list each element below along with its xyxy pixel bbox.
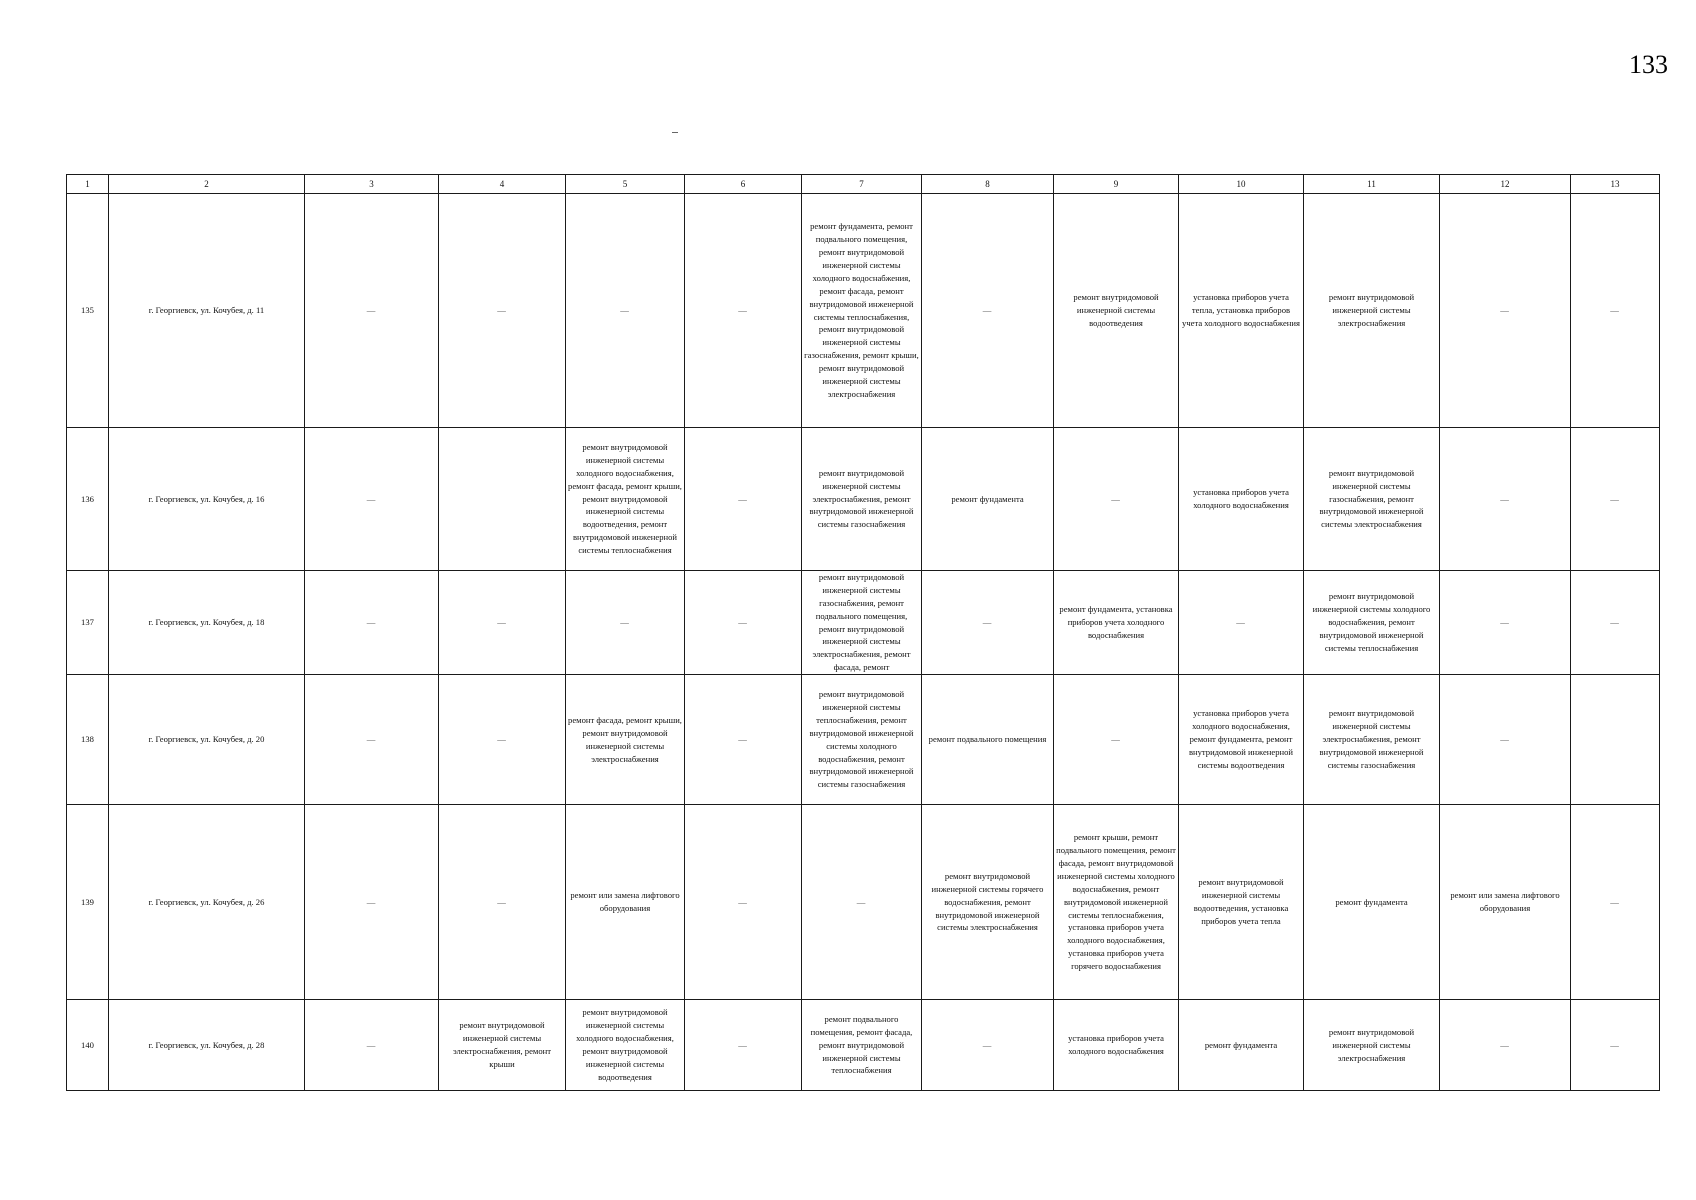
table-cell: ремонт крыши, ремонт подвального помещения, ремонт фасада, ремонт внутридомовой инженерной системы холодного водоснабжения, ремонт внутридомовой инженерной системы теплоснабжения, установка приборов учета холодного водоснабжения, установка приборов учета горячего водоснабжения: [1054, 805, 1179, 1000]
column-header: 4: [439, 175, 566, 194]
table-cell: ремонт внутридомовой инженерной системы горячего водоснабжения, ремонт внутридомовой инженерной системы электроснабжения: [922, 805, 1054, 1000]
table-cell: —: [922, 194, 1054, 428]
repair-schedule-table: [66, 174, 1660, 1091]
table-cell: —: [685, 571, 802, 675]
column-header: 12: [1440, 175, 1571, 194]
table-cell: установка приборов учета тепла, установка приборов учета холодного водоснабжения: [1179, 194, 1304, 428]
table-cell: ремонт или замена лифтового оборудования: [1440, 805, 1571, 1000]
table-cell: —: [1440, 675, 1571, 805]
table-cell: —: [439, 675, 566, 805]
table-cell: установка приборов учета холодного водоснабжения: [1054, 1000, 1179, 1091]
table-cell: —: [685, 1000, 802, 1091]
table-cell: ремонт внутридомовой инженерной системы электроснабжения, ремонт внутридомовой инженерной системы газоснабжения: [802, 428, 922, 571]
address-cell: г. Георгиевск, ул. Кочубея, д. 11: [109, 194, 305, 428]
table-cell: —: [922, 1000, 1054, 1091]
table-cell: —: [566, 194, 685, 428]
table-row: [67, 194, 1660, 428]
column-header: 13: [1571, 175, 1660, 194]
column-header: 1: [67, 175, 109, 194]
table-cell: установка приборов учета холодного водоснабжения, ремонт фундамента, ремонт внутридомовой инженерной системы водоотведения: [1179, 675, 1304, 805]
table-cell: —: [1440, 1000, 1571, 1091]
table-row: [67, 675, 1660, 805]
address-cell: г. Георгиевск, ул. Кочубея, д. 18: [109, 571, 305, 675]
table-row: [67, 805, 1660, 1000]
table-cell: —: [685, 428, 802, 571]
column-number-row: [67, 175, 1660, 194]
table-cell: —: [1054, 675, 1179, 805]
table-cell: ремонт внутридомовой инженерной системы холодного водоснабжения, ремонт внутридомовой инженерной системы водоотведения: [566, 1000, 685, 1091]
address-cell: г. Георгиевск, ул. Кочубея, д. 28: [109, 1000, 305, 1091]
row-number: 137: [67, 571, 109, 675]
table-cell: —: [922, 571, 1054, 675]
address-cell: г. Георгиевск, ул. Кочубея, д. 20: [109, 675, 305, 805]
table-cell: —: [1571, 428, 1660, 571]
table-cell: ремонт фундамента, установка приборов учета холодного водоснабжения: [1054, 571, 1179, 675]
row-number: 140: [67, 1000, 109, 1091]
table-cell: —: [305, 194, 439, 428]
table-cell: —: [439, 194, 566, 428]
table-cell: —: [566, 571, 685, 675]
table-cell: —: [1440, 194, 1571, 428]
table-cell: —: [305, 1000, 439, 1091]
column-header: 7: [802, 175, 922, 194]
table-cell: ремонт внутридомовой инженерной системы электроснабжения: [1304, 194, 1440, 428]
table-cell: ремонт подвального помещения, ремонт фасада, ремонт внутридомовой инженерной системы теплоснабжения: [802, 1000, 922, 1091]
table-cell: [1571, 675, 1660, 805]
table-cell: —: [439, 571, 566, 675]
row-number: 139: [67, 805, 109, 1000]
table-cell: ремонт или замена лифтового оборудования: [566, 805, 685, 1000]
table-cell: ремонт внутридомовой инженерной системы холодного водоснабжения, ремонт внутридомовой инженерной системы теплоснабжения: [1304, 571, 1440, 675]
column-header: 9: [1054, 175, 1179, 194]
table-cell: ремонт внутридомовой инженерной системы теплоснабжения, ремонт внутридомовой инженерной системы холодного водоснабжения, ремонт внутридомовой инженерной системы газоснабжения: [802, 675, 922, 805]
row-number: 135: [67, 194, 109, 428]
table-cell: ремонт фасада, ремонт крыши, ремонт внутридомовой инженерной системы электроснабжения: [566, 675, 685, 805]
table-cell: —: [1440, 571, 1571, 675]
table-row: [67, 571, 1660, 675]
row-number: 138: [67, 675, 109, 805]
column-header: 10: [1179, 175, 1304, 194]
table-cell: ремонт внутридомовой инженерной системы водоотведения: [1054, 194, 1179, 428]
table-cell: —: [685, 194, 802, 428]
table-cell: —: [802, 805, 922, 1000]
column-header: 2: [109, 175, 305, 194]
table-cell: —: [685, 805, 802, 1000]
table-cell: ремонт внутридомовой инженерной системы газоснабжения, ремонт внутридомовой инженерной системы электроснабжения: [1304, 428, 1440, 571]
address-cell: г. Георгиевск, ул. Кочубея, д. 16: [109, 428, 305, 571]
column-header: 5: [566, 175, 685, 194]
address-cell: г. Георгиевск, ул. Кочубея, д. 26: [109, 805, 305, 1000]
table-cell: —: [685, 675, 802, 805]
column-header: 6: [685, 175, 802, 194]
column-header: 3: [305, 175, 439, 194]
table-cell: —: [1571, 571, 1660, 675]
table-cell: установка приборов учета холодного водоснабжения: [1179, 428, 1304, 571]
table-cell: —: [1571, 805, 1660, 1000]
table-cell: —: [1054, 428, 1179, 571]
table-cell: ремонт внутридомовой инженерной системы электроснабжения, ремонт крыши: [439, 1000, 566, 1091]
table-cell: ремонт внутридомовой инженерной системы водоотведения, установка приборов учета тепла: [1179, 805, 1304, 1000]
row-number: 136: [67, 428, 109, 571]
table-row: [67, 428, 1660, 571]
table-cell: —: [305, 428, 439, 571]
table-cell: ремонт фундамента: [1179, 1000, 1304, 1091]
table-cell: —: [1571, 194, 1660, 428]
table-cell: ремонт подвального помещения: [922, 675, 1054, 805]
table-cell: —: [1179, 571, 1304, 675]
table-cell: —: [439, 805, 566, 1000]
table-cell: ремонт фундамента: [922, 428, 1054, 571]
table-cell: ремонт фундамента, ремонт подвального помещения, ремонт внутридомовой инженерной системы холодного водоснабжения, ремонт фасада, ремонт внутридомовой инженерной системы теплоснабжения, ремонт внутридомовой инженерной системы газоснабжения, ремонт крыши, ремонт внутридомовой инженерной системы электроснабжения: [802, 194, 922, 428]
table-cell: ремонт внутридомовой инженерной системы электроснабжения: [1304, 1000, 1440, 1091]
table-cell: [439, 428, 566, 571]
table-cell: —: [305, 805, 439, 1000]
page-number: 133: [1629, 50, 1668, 79]
column-header: 11: [1304, 175, 1440, 194]
table-row: [67, 1000, 1660, 1091]
table-cell: ремонт внутридомовой инженерной системы холодного водоснабжения, ремонт фасада, ремонт крыши, ремонт внутридомовой инженерной системы водоотведения, ремонт внутридомовой инженерной системы теплоснабжения: [566, 428, 685, 571]
table-cell: ремонт внутридомовой инженерной системы газоснабжения, ремонт подвального помещения, ремонт внутридомовой инженерной системы электроснабжения, ремонт фасада, ремонт: [802, 571, 922, 675]
table-cell: ремонт внутридомовой инженерной системы электроснабжения, ремонт внутридомовой инженерной системы газоснабжения: [1304, 675, 1440, 805]
column-header: 8: [922, 175, 1054, 194]
table-cell: ремонт фундамента: [1304, 805, 1440, 1000]
table-cell: —: [1571, 1000, 1660, 1091]
table-cell: —: [305, 675, 439, 805]
scan-mark: [672, 132, 678, 133]
table-cell: —: [1440, 428, 1571, 571]
table-cell: —: [305, 571, 439, 675]
